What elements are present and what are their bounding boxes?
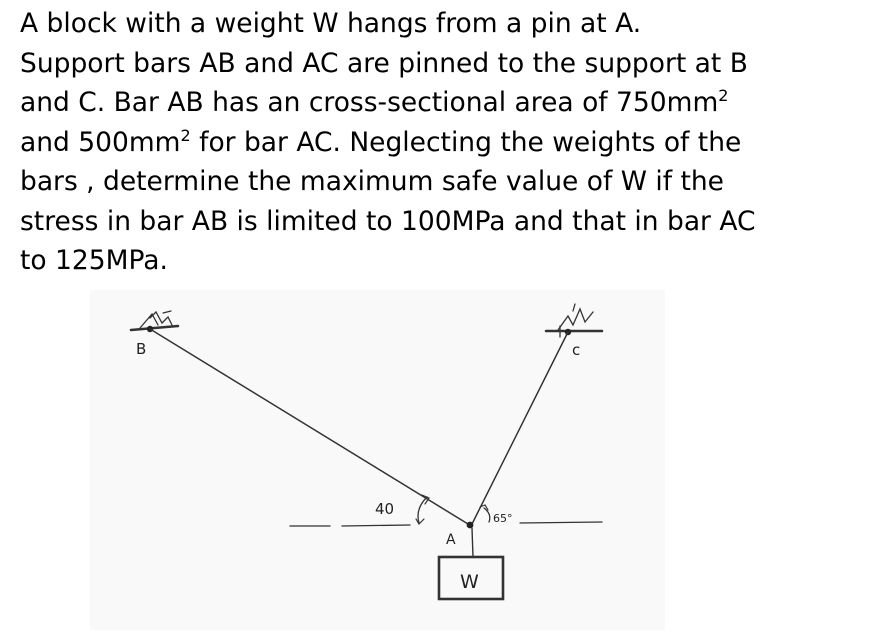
label-b: B bbox=[136, 340, 147, 358]
area-ab-exponent: 2 bbox=[718, 86, 729, 105]
reference-line-right bbox=[520, 522, 602, 523]
bar-ab bbox=[150, 329, 468, 524]
support-b bbox=[131, 311, 178, 330]
problem-line-7: to 125MPa. bbox=[20, 245, 168, 276]
support-c bbox=[546, 304, 602, 337]
area-ac-exponent: 2 bbox=[180, 125, 191, 145]
angle-arc-ab bbox=[418, 497, 427, 523]
label-c: c bbox=[572, 341, 581, 359]
angle-label-ac: 65° bbox=[493, 512, 513, 525]
problem-line-4-rest: for bar AC. Neglecting the weights of the bbox=[190, 126, 742, 158]
problem-line-4-text: and 500mm bbox=[20, 126, 181, 158]
label-w: W bbox=[460, 571, 479, 593]
problem-line-6: stress in bar AB is limited to 100MPa and that in bar AC bbox=[20, 205, 756, 237]
problem-line-1: A block with a weight W hangs from a pin at A. bbox=[20, 8, 642, 39]
hanger-cable bbox=[472, 528, 473, 557]
bar-ac bbox=[472, 332, 568, 524]
angle-arc-ac bbox=[484, 508, 490, 522]
angle-label-ab: 40 bbox=[375, 500, 395, 518]
pin-a bbox=[467, 522, 474, 529]
reference-line-left-b bbox=[342, 525, 410, 526]
problem-line-3-text: and C. Bar AB has an cross-sectional area of 750mm bbox=[20, 87, 719, 118]
problem-line-2: Support bars AB and AC are pinned to the support at B bbox=[20, 47, 748, 79]
label-a: A bbox=[446, 532, 456, 548]
problem-line-5: bars , determine the maximum safe value of W if the bbox=[20, 166, 724, 197]
